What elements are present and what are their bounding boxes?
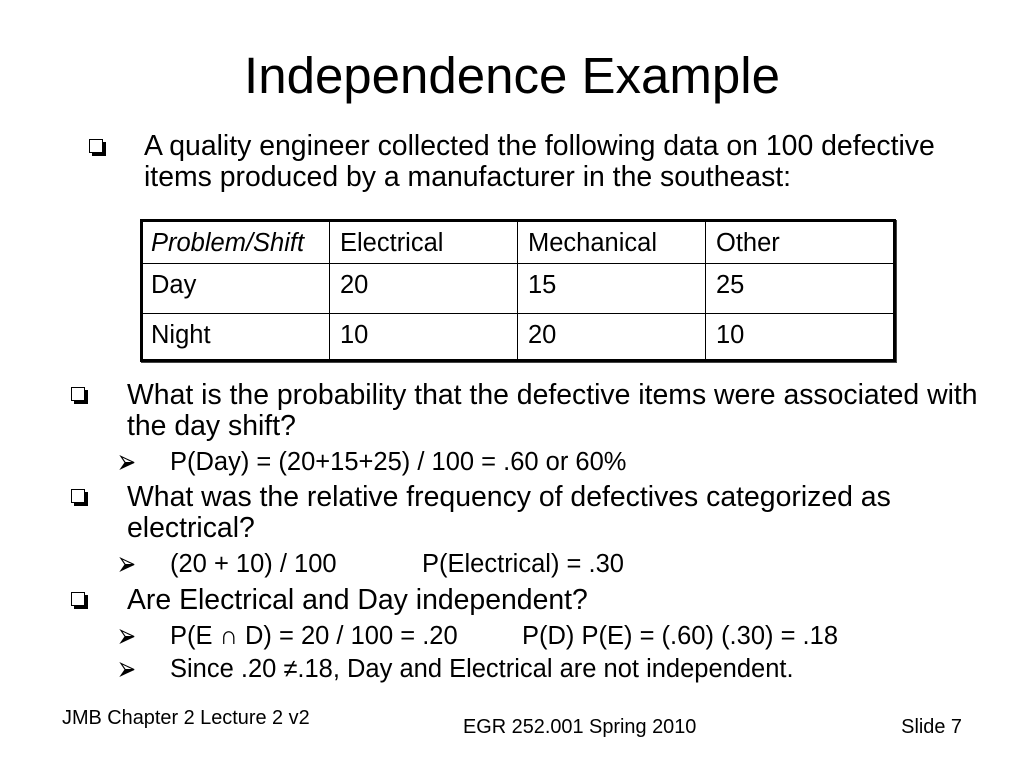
arrowhead-bullet-icon	[120, 557, 135, 572]
intro-line: items produced by a manufacturer in the southeast:	[144, 161, 792, 193]
shadowed-square-bullet-icon	[71, 489, 85, 503]
answer-3-conclusion: Since .20 ≠.18, Day and Electrical are not independent.	[170, 655, 794, 683]
arrowhead-bullet-icon	[120, 662, 135, 677]
question-line: What is the probability that the defective items were associated with	[127, 379, 978, 411]
table-header-cell: Electrical	[330, 222, 518, 264]
question-2-text	[127, 482, 891, 544]
answer-1-text: P(Day) = (20+15+25) / 100 = .60 or 60%	[170, 448, 627, 476]
table-header-cell: Problem/Shift	[143, 222, 330, 264]
table-cell: Night	[143, 314, 330, 359]
answer-3-joint-probability: P(E ∩ D) = 20 / 100 = .20	[170, 622, 458, 650]
table-cell: 15	[518, 264, 706, 314]
table-header-cell: Mechanical	[518, 222, 706, 264]
arrowhead-bullet-icon	[120, 455, 135, 470]
table-cell: 10	[716, 321, 745, 349]
intro-bullet-text	[144, 131, 935, 193]
table-cell: Day	[143, 264, 330, 314]
question-line: What was the relative frequency of defectives categorized as	[127, 481, 891, 513]
question-line: electrical?	[127, 512, 255, 544]
answer-2-calculation: (20 + 10) / 100	[170, 550, 337, 578]
footer-center-text: EGR 252.001 Spring 2010	[463, 716, 697, 738]
slide-title: Independence Example	[244, 47, 780, 104]
question-3-text	[127, 585, 588, 616]
footer-left-text: JMB Chapter 2 Lecture 2 v2	[62, 707, 310, 729]
question-line: the day shift?	[127, 410, 296, 442]
footer-slide-number: Slide 7	[901, 716, 962, 738]
table-cell: 20	[330, 264, 518, 314]
defects-table	[140, 219, 896, 362]
shadowed-square-bullet-icon	[89, 139, 103, 153]
arrowhead-bullet-icon	[120, 629, 135, 644]
table-cell: 20	[518, 314, 706, 359]
question-1-text	[127, 380, 978, 442]
shadowed-square-bullet-icon	[71, 387, 85, 401]
table-header-cell: Other	[706, 222, 893, 264]
intro-line: A quality engineer collected the following data on 100 defective	[144, 130, 935, 162]
question-line: Are Electrical and Day independent?	[127, 584, 588, 616]
answer-2-result: P(Electrical) = .30	[422, 550, 624, 578]
table-cell: 10	[330, 314, 518, 359]
table-cell: 25	[706, 264, 893, 314]
answer-3-product-probability: P(D) P(E) = (.60) (.30) = .18	[522, 622, 839, 650]
shadowed-square-bullet-icon	[71, 592, 85, 606]
